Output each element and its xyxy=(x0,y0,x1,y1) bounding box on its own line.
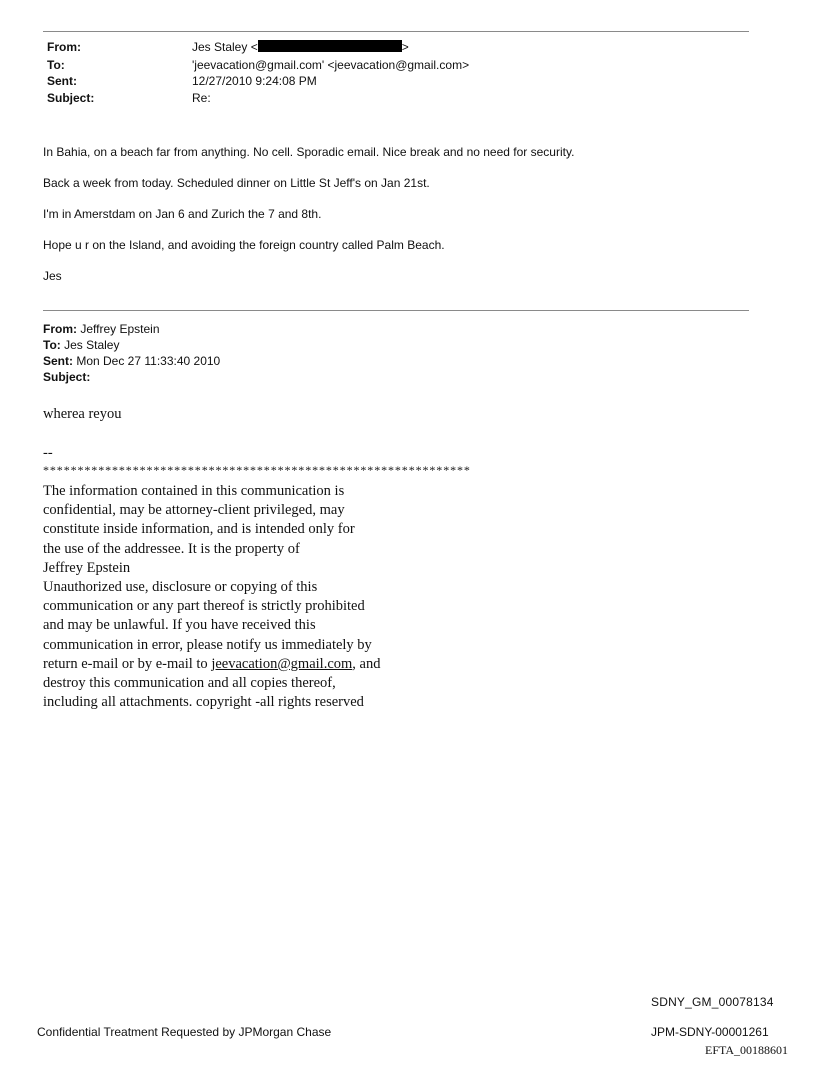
bates-jpm: JPM-SDNY-00001261 xyxy=(651,1025,769,1039)
return-post: , and xyxy=(352,655,381,672)
bates-sdny: SDNY_GM_00078134 xyxy=(651,995,774,1009)
redaction-bar xyxy=(258,40,402,52)
to-value: 'jeevacation@gmail.com' <jeevacation@gmail.com> xyxy=(192,58,470,72)
fwd-sent-value: Mon Dec 27 11:33:40 2010 xyxy=(73,354,221,368)
return-pre: return e-mail or by e-mail to xyxy=(43,655,212,672)
confidential-notice: Confidential Treatment Requested by JPMorgan Chase xyxy=(37,1025,332,1039)
disclaimer-line: Unauthorized use, disclosure or copying of this xyxy=(43,579,318,596)
disclaimer-line: and may be unlawful. If you have received this xyxy=(43,617,316,634)
email-link[interactable]: jeevacation@gmail.com xyxy=(211,655,353,672)
sig-dash: -- xyxy=(43,445,53,461)
subject-label: Subject: xyxy=(47,91,95,105)
fwd-subject-label: Subject: xyxy=(43,370,91,384)
forward-divider xyxy=(43,310,749,311)
disclaimer-line: confidential, may be attorney-client privileged, may xyxy=(43,502,345,519)
disclaimer-line: communication or any part thereof is strictly prohibited xyxy=(43,598,365,615)
disclaimer-line: destroy this communication and all copies thereof, xyxy=(43,675,336,692)
fwd-subject-line xyxy=(43,370,90,384)
disclaimer-line: The information contained in this communication is xyxy=(43,483,345,499)
to-label: To: xyxy=(47,58,65,72)
from-label: From: xyxy=(47,40,81,54)
fwd-sent-label: Sent: xyxy=(43,354,73,368)
sent-value: 12/27/2010 9:24:08 PM xyxy=(192,74,317,88)
disclaimer-line: communication in error, please notify us immediately by xyxy=(43,636,372,653)
fwd-from-line xyxy=(43,322,160,336)
disclaimer-line: including all attachments. copyright -all rights reserved xyxy=(43,694,364,711)
asterisk-line: ************************************************************** xyxy=(43,463,471,477)
body-paragraph-1: In Bahia, on a beach far from anything. No cell. Sporadic email. Nice break and no need for security. xyxy=(43,145,575,159)
fwd-to-line xyxy=(43,338,119,352)
fwd-to-value: Jes Staley xyxy=(60,338,120,352)
disclaimer-line: constitute inside information, and is intended only for xyxy=(43,521,355,538)
disclaimer xyxy=(43,482,380,712)
disclaimer-line: the use of the addressee. It is the property of xyxy=(43,540,300,557)
body-paragraph-2: Back a week from today. Scheduled dinner on Little St Jeff's on Jan 21st. xyxy=(43,176,430,190)
fwd-from-value: Jeffrey Epstein xyxy=(77,322,160,336)
signature: Jes xyxy=(43,269,62,283)
disclaimer-line: Jeffrey Epstein xyxy=(43,559,131,576)
from-name: Jes Staley < xyxy=(192,40,258,54)
subject-value: Re: xyxy=(192,91,211,105)
top-divider xyxy=(43,31,749,32)
fwd-message: wherea reyou xyxy=(43,406,122,422)
disclaimer-return-line xyxy=(43,655,380,674)
body-paragraph-3: I'm in Amerstdam on Jan 6 and Zurich the 7 and 8th. xyxy=(43,207,322,221)
from-close: > xyxy=(401,40,409,54)
fwd-to-label: To: xyxy=(43,338,61,352)
bates-efta: EFTA_00188601 xyxy=(705,1043,789,1057)
fwd-from-label: From: xyxy=(43,322,77,336)
body-paragraph-4: Hope u r on the Island, and avoiding the foreign country called Palm Beach. xyxy=(43,238,445,252)
fwd-sent-line xyxy=(43,354,220,368)
from-value xyxy=(192,40,409,54)
sent-label: Sent: xyxy=(47,74,77,88)
